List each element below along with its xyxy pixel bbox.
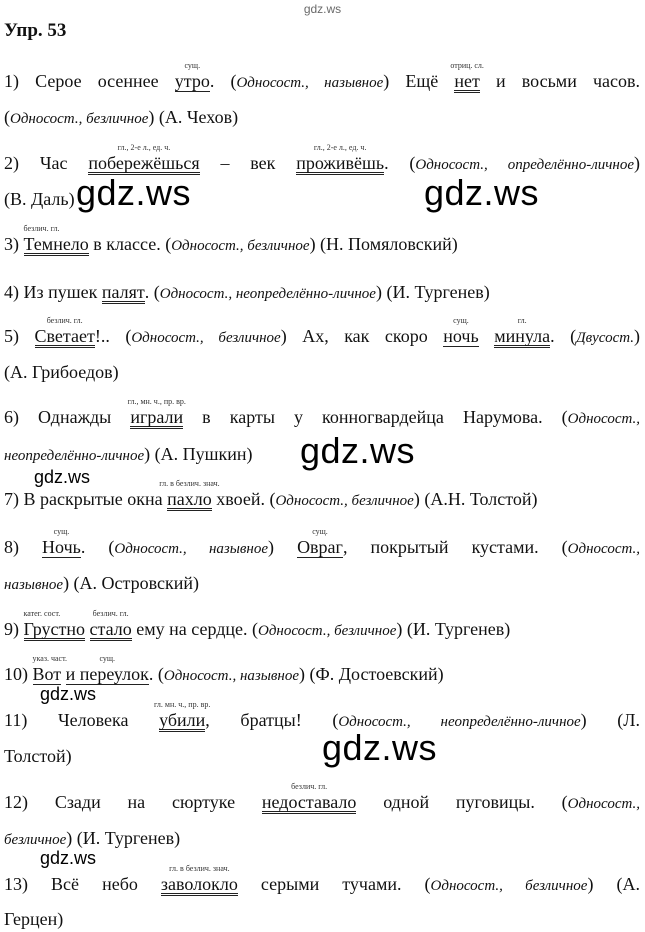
text-fragment: ) (А.Н. Толстой)	[413, 489, 538, 509]
sentence-type-note: безличное	[4, 832, 67, 848]
text-fragment: . (	[209, 71, 237, 91]
text-fragment: Грустно	[23, 619, 86, 639]
predicate-word	[296, 143, 385, 175]
sentence-10	[4, 654, 640, 687]
subject-word	[443, 316, 479, 347]
predicate-word	[261, 782, 357, 814]
text-fragment: ) (И. Тургенев)	[396, 619, 511, 639]
text-fragment: 2) Час	[4, 153, 89, 173]
watermark: gdz.ws	[300, 430, 416, 471]
sentence-type-note: Односост., назывное	[114, 541, 269, 557]
watermark: gdz.ws	[34, 467, 91, 487]
sentence-type-note: Односост., неопределённо-личное	[338, 714, 581, 730]
exercise-title: Упр. 53	[4, 20, 67, 41]
sentence-type-note: Односост.,	[567, 411, 640, 427]
sentence-type-note: Односост., безличное	[171, 238, 310, 254]
watermark-top: gdz.ws	[303, 2, 342, 16]
predicate-word	[159, 479, 220, 511]
grammar-annotation: сущ.	[312, 527, 328, 536]
predicate-word	[127, 397, 186, 429]
sentence-type-note: Односост., назывное	[236, 75, 384, 91]
text-fragment: 8)	[4, 537, 43, 557]
text-fragment: 6) Однажды	[4, 407, 131, 427]
text-fragment: хвоей. (	[211, 489, 276, 509]
text-fragment: , покрытый кустами. (	[342, 537, 568, 557]
sentence-5-line-1	[4, 316, 640, 349]
text-fragment: )	[634, 326, 640, 346]
grammar-annotation: гл., 2-е л., ед. ч.	[313, 143, 367, 152]
text-fragment: ему на сердце. (	[131, 619, 258, 639]
sentence-type-note: Односост., безличное	[258, 623, 397, 639]
sentence-type-note: Односост., безличное	[430, 878, 588, 894]
grammar-annotation: сущ.	[184, 61, 201, 70]
text-fragment: ) (И. Тургенев)	[66, 828, 181, 848]
grammar-annotation: сущ.	[53, 527, 70, 536]
text-fragment	[479, 326, 495, 346]
particle-word	[32, 654, 67, 685]
sentence-9	[4, 609, 640, 642]
text-fragment: (В. Даль)	[4, 189, 75, 209]
text-fragment: проживёшь	[296, 153, 385, 173]
text-fragment: в классе. (	[88, 234, 172, 254]
text-fragment: Овраг	[297, 537, 343, 557]
text-fragment: ) (А. Островский)	[63, 573, 200, 593]
sentence-type-note: Односост.,	[567, 796, 640, 812]
text-fragment: (	[4, 107, 10, 127]
sentence-type-note: Двусост.	[576, 330, 634, 346]
text-fragment: ) (Н. Помяловский)	[309, 234, 458, 254]
text-fragment: , братцы! (	[205, 710, 339, 730]
watermark: gdz.ws	[322, 727, 438, 768]
predicate-word	[154, 700, 211, 732]
text-fragment: (А. Грибоедов)	[4, 362, 119, 382]
grammar-annotation: гл. в безлич. знач.	[159, 479, 220, 488]
predicate-word	[102, 283, 145, 304]
watermark: gdz.ws	[40, 848, 97, 868]
subject-word	[297, 527, 343, 558]
text-fragment: ) (Л.	[580, 710, 641, 730]
sentence-8-line-2	[4, 572, 640, 596]
predicate-word	[494, 316, 551, 348]
text-fragment: играли	[130, 407, 184, 427]
grammar-annotation: сущ.	[453, 316, 469, 325]
text-fragment: . (	[384, 153, 416, 173]
sentence-1-line-1	[4, 61, 641, 94]
sentence-13-line-2	[4, 908, 640, 930]
watermark: gdz.ws	[424, 172, 540, 213]
text-fragment: )	[634, 153, 640, 173]
text-fragment: недоставало	[261, 792, 357, 812]
text-fragment: 4) Из пушек	[4, 282, 102, 302]
text-fragment: 9)	[4, 619, 24, 639]
text-fragment: пахло	[167, 489, 212, 509]
sentence-4	[4, 281, 640, 305]
sentence-6-line-1	[4, 397, 640, 430]
watermark: gdz.ws	[76, 172, 192, 213]
grammar-annotation: гл.	[517, 316, 527, 325]
text-fragment: 5)	[4, 326, 35, 346]
text-fragment: утро	[174, 71, 210, 91]
text-fragment: в карты у конногвардейца Нарумова. (	[183, 407, 568, 427]
text-fragment: ) (А. Пушкин)	[144, 444, 253, 464]
text-fragment: 11) Человека	[4, 710, 160, 730]
text-fragment: 7) В раскрытые окна	[4, 489, 168, 509]
sentence-1-line-2	[4, 106, 640, 130]
text-fragment: минула	[494, 326, 551, 346]
predicate-word	[23, 609, 86, 641]
text-fragment: 3)	[4, 234, 24, 254]
grammar-annotation: гл. мн. ч., пр. вр.	[154, 700, 211, 709]
text-fragment: стало	[89, 619, 132, 639]
text-fragment: – век	[199, 153, 297, 173]
text-fragment: серыми тучами. (	[237, 874, 431, 894]
text-fragment: Герцен)	[4, 909, 64, 929]
subject-word	[174, 61, 210, 92]
subject-word	[65, 654, 149, 685]
text-fragment: !.. (	[94, 326, 132, 346]
sentence-3	[4, 224, 640, 257]
sentence-12-line-2	[4, 827, 640, 851]
grammar-annotation: гл., 2-е л., ед. ч.	[117, 143, 171, 152]
text-fragment: ) Ещё	[383, 71, 455, 91]
text-fragment: . (	[148, 664, 164, 684]
text-fragment: Толстой)	[4, 746, 72, 766]
sentence-type-note: Односост., безличное	[10, 111, 149, 127]
sentence-13-line-1	[4, 864, 640, 897]
text-fragment: нет	[454, 71, 480, 91]
text-fragment: Темнело	[23, 234, 89, 254]
text-fragment: Вот	[32, 664, 62, 684]
grammar-annotation: безлич. гл.	[46, 316, 83, 325]
sentence-type-note: Односост.,	[567, 541, 640, 557]
predicate-word	[34, 316, 95, 348]
text-fragment: ) (И. Тургенев)	[375, 282, 490, 302]
text-fragment: Светает	[34, 326, 95, 346]
grammar-annotation: сущ.	[99, 654, 116, 663]
sentence-type-note: назывное	[4, 577, 64, 593]
sentence-5-line-2	[4, 361, 640, 383]
sentence-type-note: Односост., безличное	[275, 493, 414, 509]
sentence-type-note: Односост., неопределённо-личное	[159, 286, 376, 302]
watermark: gdz.ws	[40, 684, 97, 704]
grammar-annotation: катег. сост.	[23, 609, 61, 618]
predicate-word	[450, 61, 484, 93]
grammar-annotation: безлич. гл.	[291, 782, 328, 791]
subject-word	[42, 527, 81, 558]
sentence-12-line-1	[4, 782, 640, 815]
text-fragment: одной пуговицы. (	[356, 792, 568, 812]
predicate-word	[89, 609, 132, 641]
sentence-type-note: Односост., назывное	[163, 668, 300, 684]
grammar-annotation: гл. в безлич. знач.	[169, 864, 230, 873]
grammar-annotation: безлич. гл.	[92, 609, 129, 618]
text-fragment: 10)	[4, 664, 33, 684]
text-fragment: и восьми часов.	[479, 71, 641, 91]
predicate-word	[160, 864, 238, 896]
predicate-word	[23, 224, 89, 256]
sentence-8-line-1	[4, 527, 640, 560]
grammar-annotation: безлич. гл.	[23, 224, 60, 233]
text-fragment: 12) Сзади на сюртуке	[4, 792, 262, 812]
text-fragment: 1) Серое осеннее	[4, 71, 175, 91]
text-fragment: убили	[159, 710, 206, 730]
text-fragment: )	[268, 537, 298, 557]
text-fragment: . (	[144, 282, 160, 302]
text-fragment: ) Ах, как скоро	[280, 326, 444, 346]
text-fragment: ) (Ф. Достоевский)	[299, 664, 444, 684]
sentence-type-note: неопределённо-личное	[4, 448, 145, 464]
grammar-annotation: гл., мн. ч., пр. вр.	[127, 397, 186, 406]
sentence-7	[4, 479, 640, 512]
sentence-type-note: Односост., безличное	[131, 330, 281, 346]
text-fragment: 13) Всё небо	[4, 874, 161, 894]
text-fragment: Ночь	[42, 537, 81, 557]
text-fragment: палят	[101, 282, 145, 302]
text-fragment: ) (А.	[587, 874, 640, 894]
grammar-annotation: указ. част.	[32, 654, 67, 663]
text-fragment: ) (А. Чехов)	[148, 107, 239, 127]
sentence-type-note: Односост., определённо-личное	[415, 157, 634, 173]
text-fragment: . (	[550, 326, 577, 346]
text-fragment: побережёшься	[88, 153, 200, 173]
text-fragment: заволокло	[160, 874, 238, 894]
text-fragment: . (	[80, 537, 115, 557]
grammar-annotation: отриц. сл.	[450, 61, 484, 70]
text-fragment: ночь	[443, 326, 479, 346]
text-fragment: и переулок	[65, 664, 149, 684]
